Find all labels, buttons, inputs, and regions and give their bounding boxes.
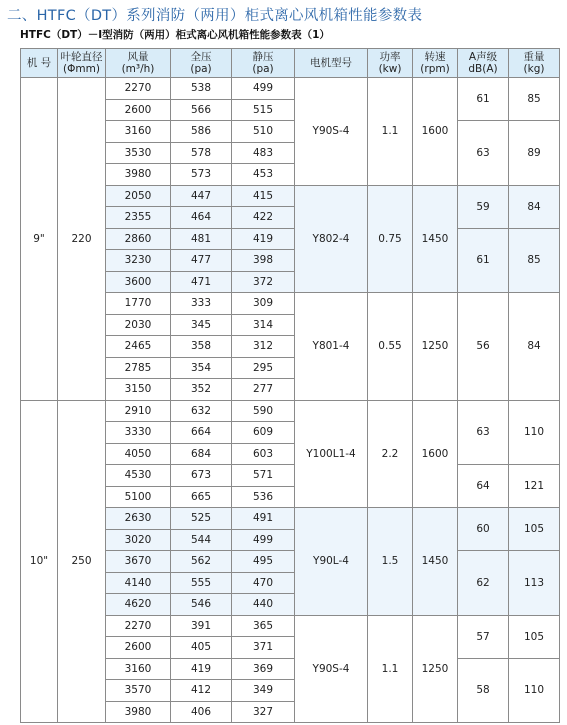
total-pressure-cell: 354 <box>171 357 232 379</box>
motor-cell: Y90S-4 <box>295 615 368 723</box>
power-cell: 0.75 <box>368 185 413 293</box>
static-pressure-cell: 295 <box>232 357 295 379</box>
speed-cell: 1450 <box>413 185 458 293</box>
total-pressure-cell: 481 <box>171 228 232 250</box>
motor-cell: Y801-4 <box>295 293 368 401</box>
total-pressure-cell: 555 <box>171 572 232 594</box>
total-pressure-cell: 562 <box>171 551 232 573</box>
motor-cell: Y90S-4 <box>295 78 368 186</box>
header-noise-name: A声级 <box>468 51 498 63</box>
table-caption: HTFC（DT）－Ⅰ型消防（两用）柜式离心风机箱性能参数表（1） <box>20 29 330 41</box>
static-pressure-cell: 536 <box>232 486 295 508</box>
header-model: 机 号 <box>21 49 58 78</box>
total-pressure-cell: 566 <box>171 99 232 121</box>
static-pressure-cell: 609 <box>232 422 295 444</box>
header-impeller-unit: (Φmm) <box>63 63 100 75</box>
power-cell: 1.1 <box>368 78 413 186</box>
flow-cell: 3020 <box>106 529 171 551</box>
header-row <box>21 49 560 78</box>
header-noise <box>458 49 509 78</box>
table-row <box>21 400 560 422</box>
weight-cell: 84 <box>509 185 560 228</box>
total-pressure-cell: 358 <box>171 336 232 358</box>
power-cell: 1.5 <box>368 508 413 616</box>
impeller-cell: 220 <box>58 78 106 401</box>
header-impeller-name: 叶轮直径 <box>60 51 103 63</box>
header-impeller <box>58 49 106 78</box>
header-speed-unit: (rpm) <box>420 63 450 75</box>
header-power <box>368 49 413 78</box>
flow-cell: 2785 <box>106 357 171 379</box>
static-pressure-cell: 470 <box>232 572 295 594</box>
noise-cell: 56 <box>458 293 509 401</box>
header-motor: 电机型号 <box>295 49 368 78</box>
noise-cell: 59 <box>458 185 509 228</box>
table-row <box>21 78 560 100</box>
total-pressure-cell: 538 <box>171 78 232 100</box>
header-flow-name: 风量 <box>127 51 149 63</box>
noise-cell: 63 <box>458 400 509 465</box>
static-pressure-cell: 415 <box>232 185 295 207</box>
flow-cell: 2600 <box>106 637 171 659</box>
motor-cell: Y90L-4 <box>295 508 368 616</box>
static-pressure-cell: 590 <box>232 400 295 422</box>
static-pressure-cell: 495 <box>232 551 295 573</box>
static-pressure-cell: 603 <box>232 443 295 465</box>
total-pressure-cell: 447 <box>171 185 232 207</box>
flow-cell: 3160 <box>106 658 171 680</box>
total-pressure-cell: 586 <box>171 121 232 143</box>
model-cell: 9" <box>21 78 58 401</box>
total-pressure-cell: 333 <box>171 293 232 315</box>
header-flow <box>106 49 171 78</box>
total-pressure-cell: 412 <box>171 680 232 702</box>
speed-cell: 1450 <box>413 508 458 616</box>
static-pressure-cell: 327 <box>232 701 295 723</box>
header-power-name: 功率 <box>379 51 401 63</box>
static-pressure-cell: 277 <box>232 379 295 401</box>
table-body <box>21 78 560 723</box>
header-total-pressure-unit: (pa) <box>190 63 212 75</box>
performance-table <box>20 48 560 723</box>
header-total-pressure-name: 全压 <box>190 51 212 63</box>
noise-cell: 60 <box>458 508 509 551</box>
total-pressure-cell: 419 <box>171 658 232 680</box>
flow-cell: 2600 <box>106 99 171 121</box>
noise-cell: 63 <box>458 121 509 186</box>
header-noise-unit: dB(A) <box>468 63 498 75</box>
page-heading: 二、HTFC（DT）系列消防（两用）柜式离心风机箱性能参数表 <box>7 8 423 24</box>
flow-cell: 2355 <box>106 207 171 229</box>
power-cell: 2.2 <box>368 400 413 508</box>
static-pressure-cell: 483 <box>232 142 295 164</box>
header-weight-unit: (kg) <box>523 63 545 75</box>
weight-cell: 105 <box>509 508 560 551</box>
motor-cell: Y100L1-4 <box>295 400 368 508</box>
weight-cell: 113 <box>509 551 560 616</box>
total-pressure-cell: 525 <box>171 508 232 530</box>
total-pressure-cell: 544 <box>171 529 232 551</box>
static-pressure-cell: 510 <box>232 121 295 143</box>
static-pressure-cell: 365 <box>232 615 295 637</box>
static-pressure-cell: 453 <box>232 164 295 186</box>
static-pressure-cell: 491 <box>232 508 295 530</box>
flow-cell: 2860 <box>106 228 171 250</box>
header-weight-name: 重量 <box>523 51 545 63</box>
flow-cell: 3980 <box>106 164 171 186</box>
weight-cell: 110 <box>509 658 560 723</box>
total-pressure-cell: 405 <box>171 637 232 659</box>
total-pressure-cell: 664 <box>171 422 232 444</box>
noise-cell: 64 <box>458 465 509 508</box>
header-speed <box>413 49 458 78</box>
static-pressure-cell: 515 <box>232 99 295 121</box>
total-pressure-cell: 464 <box>171 207 232 229</box>
flow-cell: 3330 <box>106 422 171 444</box>
flow-cell: 2270 <box>106 615 171 637</box>
flow-cell: 4140 <box>106 572 171 594</box>
static-pressure-cell: 309 <box>232 293 295 315</box>
total-pressure-cell: 406 <box>171 701 232 723</box>
total-pressure-cell: 471 <box>171 271 232 293</box>
header-static-pressure-unit: (pa) <box>252 63 274 75</box>
flow-cell: 3530 <box>106 142 171 164</box>
weight-cell: 121 <box>509 465 560 508</box>
total-pressure-cell: 578 <box>171 142 232 164</box>
static-pressure-cell: 571 <box>232 465 295 487</box>
static-pressure-cell: 422 <box>232 207 295 229</box>
flow-cell: 3150 <box>106 379 171 401</box>
static-pressure-cell: 372 <box>232 271 295 293</box>
noise-cell: 62 <box>458 551 509 616</box>
total-pressure-cell: 546 <box>171 594 232 616</box>
flow-cell: 4530 <box>106 465 171 487</box>
flow-cell: 5100 <box>106 486 171 508</box>
static-pressure-cell: 499 <box>232 529 295 551</box>
weight-cell: 84 <box>509 293 560 401</box>
model-cell: 10" <box>21 400 58 723</box>
total-pressure-cell: 632 <box>171 400 232 422</box>
flow-cell: 2465 <box>106 336 171 358</box>
header-power-unit: (kw) <box>378 63 402 75</box>
speed-cell: 1250 <box>413 293 458 401</box>
header-static-pressure-name: 静压 <box>252 51 274 63</box>
flow-cell: 2630 <box>106 508 171 530</box>
header-speed-name: 转速 <box>424 51 446 63</box>
noise-cell: 58 <box>458 658 509 723</box>
speed-cell: 1250 <box>413 615 458 723</box>
static-pressure-cell: 369 <box>232 658 295 680</box>
speed-cell: 1600 <box>413 400 458 508</box>
flow-cell: 2050 <box>106 185 171 207</box>
static-pressure-cell: 419 <box>232 228 295 250</box>
total-pressure-cell: 391 <box>171 615 232 637</box>
weight-cell: 85 <box>509 78 560 121</box>
total-pressure-cell: 345 <box>171 314 232 336</box>
static-pressure-cell: 371 <box>232 637 295 659</box>
flow-cell: 2910 <box>106 400 171 422</box>
flow-cell: 2030 <box>106 314 171 336</box>
flow-cell: 4620 <box>106 594 171 616</box>
static-pressure-cell: 440 <box>232 594 295 616</box>
impeller-cell: 250 <box>58 400 106 723</box>
motor-cell: Y802-4 <box>295 185 368 293</box>
weight-cell: 110 <box>509 400 560 465</box>
flow-cell: 1770 <box>106 293 171 315</box>
flow-cell: 3230 <box>106 250 171 272</box>
flow-cell: 4050 <box>106 443 171 465</box>
flow-cell: 3670 <box>106 551 171 573</box>
header-flow-unit: (m³/h) <box>121 63 155 75</box>
total-pressure-cell: 673 <box>171 465 232 487</box>
static-pressure-cell: 349 <box>232 680 295 702</box>
total-pressure-cell: 684 <box>171 443 232 465</box>
weight-cell: 89 <box>509 121 560 186</box>
noise-cell: 61 <box>458 78 509 121</box>
power-cell: 0.55 <box>368 293 413 401</box>
speed-cell: 1600 <box>413 78 458 186</box>
header-static-pressure <box>232 49 295 78</box>
flow-cell: 3570 <box>106 680 171 702</box>
weight-cell: 85 <box>509 228 560 293</box>
flow-cell: 3600 <box>106 271 171 293</box>
weight-cell: 105 <box>509 615 560 658</box>
flow-cell: 3980 <box>106 701 171 723</box>
static-pressure-cell: 312 <box>232 336 295 358</box>
static-pressure-cell: 398 <box>232 250 295 272</box>
table-header <box>21 49 560 78</box>
static-pressure-cell: 499 <box>232 78 295 100</box>
noise-cell: 61 <box>458 228 509 293</box>
header-total-pressure <box>171 49 232 78</box>
total-pressure-cell: 573 <box>171 164 232 186</box>
flow-cell: 2270 <box>106 78 171 100</box>
total-pressure-cell: 665 <box>171 486 232 508</box>
noise-cell: 57 <box>458 615 509 658</box>
total-pressure-cell: 352 <box>171 379 232 401</box>
power-cell: 1.1 <box>368 615 413 723</box>
header-weight <box>509 49 560 78</box>
flow-cell: 3160 <box>106 121 171 143</box>
static-pressure-cell: 314 <box>232 314 295 336</box>
total-pressure-cell: 477 <box>171 250 232 272</box>
